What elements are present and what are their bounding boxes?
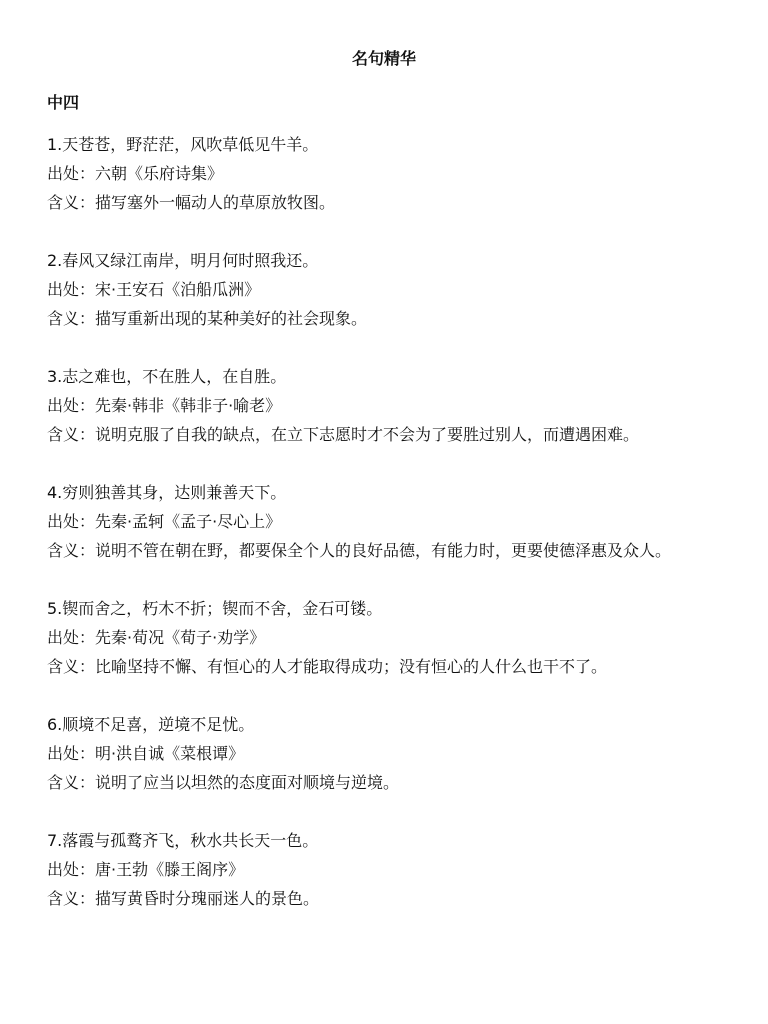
quote-text: 6.顺境不足喜，逆境不足忧。 [47, 715, 255, 734]
quote-text: 2.春风又绿江南岸，明月何时照我还。 [47, 251, 319, 270]
quote-entry-6 [47, 710, 727, 797]
quote-entry-5 [47, 594, 727, 681]
quote-meaning: 含义：说明克服了自我的缺点，在立下志愿时才不会为了要胜过别人，而遭遇困难。 [47, 425, 640, 444]
quote-source: 出处：六朝《乐府诗集》 [47, 164, 224, 183]
quote-entry-7 [47, 826, 727, 913]
quote-meaning: 含义：比喻坚持不懈、有恒心的人才能取得成功；没有恒心的人什么也干不了。 [47, 657, 608, 676]
entry-list [47, 130, 727, 942]
section-heading: 中四 [47, 93, 80, 112]
quote-source: 出处：唐·王勃《滕王阁序》 [47, 860, 245, 879]
quote-meaning: 含义：说明不管在朝在野，都要保全个人的良好品德，有能力时，更要使德泽惠及众人。 [47, 541, 672, 560]
quote-source: 出处：先秦·荀况《荀子·劝学》 [47, 628, 266, 647]
quote-source: 出处：宋·王安石《泊船瓜洲》 [47, 280, 261, 299]
quote-meaning: 含义：说明了应当以坦然的态度面对顺境与逆境。 [47, 773, 400, 792]
quote-meaning: 含义：描写塞外一幅动人的草原放牧图。 [47, 193, 336, 212]
quote-meaning: 含义：描写重新出现的某种美好的社会现象。 [47, 309, 368, 328]
quote-source: 出处：先秦·孟轲《孟子·尽心上》 [47, 512, 282, 531]
quote-entry-1 [47, 130, 727, 217]
quote-entry-3 [47, 362, 727, 449]
quote-text: 7.落霞与孤鹜齐飞，秋水共长天一色。 [47, 831, 319, 850]
quote-entry-2 [47, 246, 727, 333]
quote-text: 5.锲而舍之，朽木不折；锲而不舍，金石可镂。 [47, 599, 383, 618]
quote-text: 1.天苍苍，野茫茫，风吹草低见牛羊。 [47, 135, 319, 154]
quote-text: 4.穷则独善其身，达则兼善天下。 [47, 483, 287, 502]
document-title: 名句精华 [351, 49, 416, 68]
quote-meaning: 含义：描写黄昏时分瑰丽迷人的景色。 [47, 889, 320, 908]
quote-source: 出处：先秦·韩非《韩非子·喻老》 [47, 396, 282, 415]
quote-source: 出处：明·洪自诚《菜根谭》 [47, 744, 245, 763]
quote-text: 3.志之难也，不在胜人，在自胜。 [47, 367, 287, 386]
quote-entry-4 [47, 478, 727, 565]
